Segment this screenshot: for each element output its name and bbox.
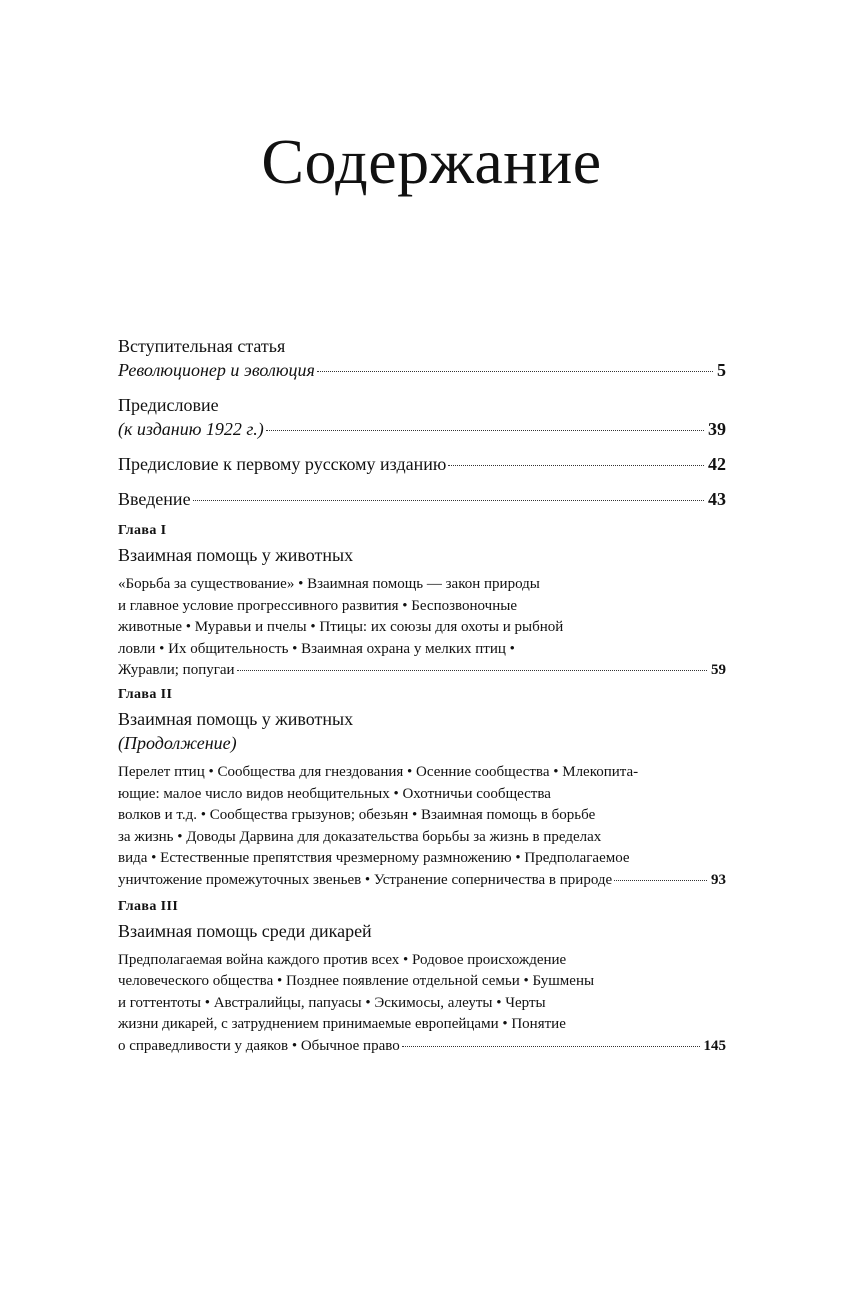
description-line: о справедливости у даяков • Обычное право <box>118 1037 400 1054</box>
description-line: человеческого общества • Позднее появление отдельной семьи • Бушмены <box>118 973 595 990</box>
toc-entry-subtitle: (к изданию 1922 г.) <box>118 419 264 439</box>
dot-leader <box>402 1046 700 1047</box>
description-line: «Борьба за существование» • Взаимная помощь — закон природы <box>118 576 540 592</box>
description-line: животные • Муравьи и пчелы • Птицы: их союзы для охоты и рыбной <box>118 619 564 636</box>
description-line: Предполагаемая война каждого против всех • Родовое происхождение <box>118 951 567 968</box>
description-line: ловли • Их общительность • Взаимная охрана у мелких птиц • <box>118 640 515 657</box>
description-line: и готтентоты • Австралийцы, папуасы • Эскимосы, алеуты • Черты <box>118 994 546 1011</box>
dot-leader <box>614 880 707 881</box>
description-line: Перелет птиц • Сообщества для гнездования • Осенние сообщества • Млекопита- <box>118 763 639 780</box>
chapter-label: Глава I <box>118 523 167 538</box>
chapter-label: Глава II <box>118 686 173 702</box>
page-number: 93 <box>711 871 726 888</box>
toc-entry-introduction <box>118 487 726 511</box>
chapter-description <box>118 574 726 682</box>
page-number: 145 <box>703 1037 726 1054</box>
dot-leader <box>237 670 707 671</box>
toc-entry-leader <box>118 417 726 441</box>
description-line: за жизнь • Доводы Дарвина для доказательства борьбы за жизнь в пределах <box>118 828 602 845</box>
dot-leader <box>193 500 704 501</box>
description-line: волков и т.д. • Сообщества грызунов; обезьян • Взаимная помощь в борьбе <box>118 807 596 824</box>
page-number: 59 <box>711 662 726 679</box>
toc-entry-leader <box>118 1036 726 1058</box>
description-line: Журавли; попугаи <box>118 662 235 679</box>
toc-entry-heading: Предисловие к первому русскому изданию <box>118 454 447 474</box>
page-number: 39 <box>708 419 726 439</box>
dot-leader <box>448 465 704 466</box>
chapter-2 <box>118 686 726 892</box>
dot-leader <box>266 430 704 431</box>
chapter-1 <box>118 522 726 682</box>
toc-entry-intro-article <box>118 334 726 382</box>
page-number: 5 <box>717 360 726 380</box>
chapter-description <box>118 950 726 1058</box>
toc-entry-heading: Предисловие <box>118 395 219 415</box>
chapter-label: Глава III <box>118 898 179 914</box>
chapter-title: Взаимная помощь у животных <box>118 708 354 729</box>
toc-entry-leader <box>118 358 726 382</box>
chapter-3 <box>118 898 726 1058</box>
dot-leader <box>317 371 713 372</box>
toc-entry-preface <box>118 393 726 441</box>
toc-entry-heading: Введение <box>118 489 191 509</box>
description-line: вида • Естественные препятствия чрезмерному размножению • Предполагаемое <box>118 850 630 867</box>
toc-entry-heading: Вступительная статья <box>118 336 286 356</box>
toc-entry-leader <box>118 452 726 476</box>
chapter-title: Взаимная помощь у животных <box>118 545 354 565</box>
description-line: уничтожение промежуточных звеньев • Устранение соперничества в природе <box>118 871 613 888</box>
chapter-title: Взаимная помощь среди дикарей <box>118 920 372 941</box>
toc-entry-leader <box>118 660 726 682</box>
toc-entry-leader <box>118 870 726 892</box>
table-of-contents <box>118 334 726 1058</box>
chapter-subtitle: (Продолжение) <box>118 732 237 753</box>
toc-entry-subtitle: Революционер и эволюция <box>118 360 315 380</box>
page-number: 42 <box>708 454 726 474</box>
page-title: Содержание <box>261 126 602 197</box>
toc-entry-leader <box>118 487 726 511</box>
page-number: 43 <box>708 489 726 509</box>
toc-entry-preface-russian <box>118 452 726 476</box>
description-line: ющие: малое число видов необщительных • Охотничьи сообщества <box>118 785 551 802</box>
chapter-description <box>118 762 726 892</box>
description-line: жизни дикарей, с затруднением принимаемые европейцами • Понятие <box>118 1016 566 1033</box>
description-line: и главное условие прогрессивного развития • Беспозвоночные <box>118 597 517 614</box>
